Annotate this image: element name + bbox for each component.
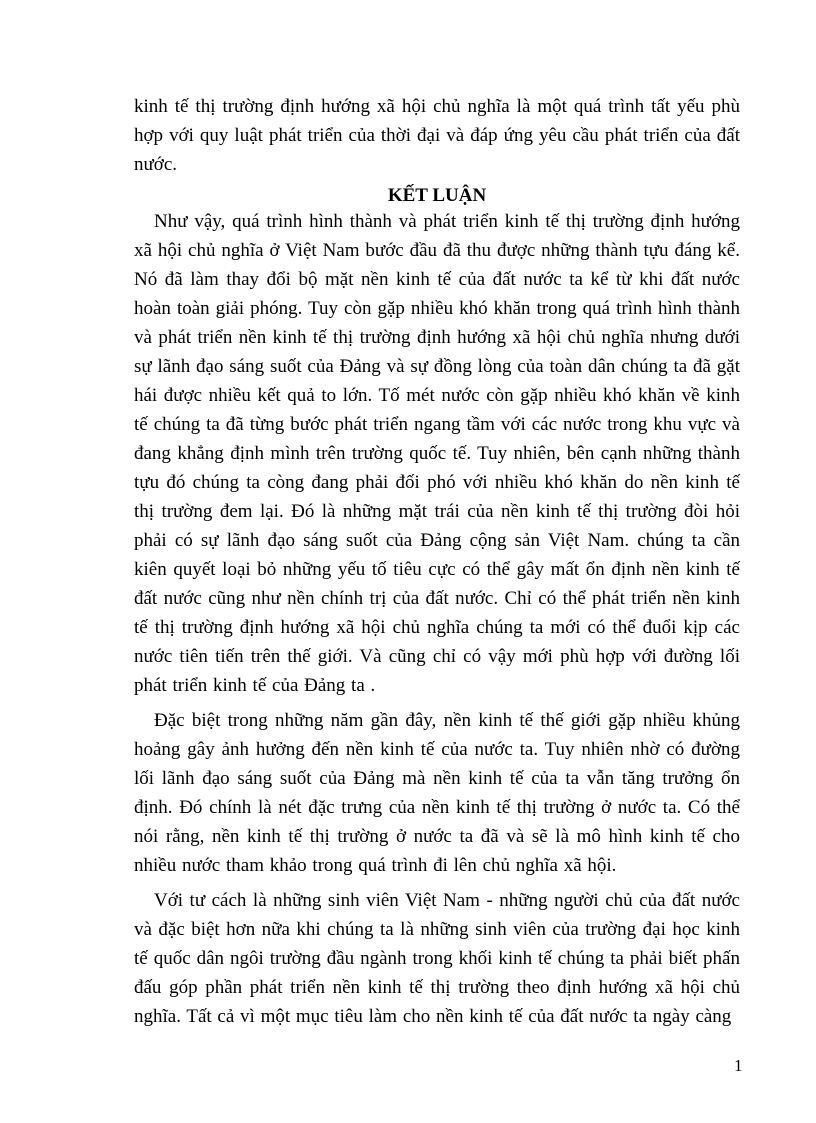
intro-paragraph: kinh tế thị trường định hướng xã hội chủ nghĩa là một quá trình tất yếu phù hợp với quy luật phát triển của thời đại và đáp ứng yêu cầu phát triển của đất nước. [134, 96, 740, 175]
conclusion-paragraph-3: Với tư cách là những sinh viên Việt Nam - những người chủ của đất nước và đặc biệt hơn nữa khi chúng ta là những sinh viên của trường đại học kinh tế quốc dân ngôi trường đầu ngành trong khối kinh tế chúng ta phải biết phấn đấu góp phần phát triển nền kinh tế thị trường theo định hướng xã hội chủ nghĩa. Tất cả vì một mục tiêu làm cho nền kinh tế của đất nước ta ngày càng [134, 890, 740, 1027]
conclusion-paragraph-2: Đặc biệt trong những năm gần đây, nền kinh tế thế giới gặp nhiều khủng hoảng gây ảnh hưởng đến nền kinh tế của nước ta. Tuy nhiên nhờ có đường lối lãnh đạo sáng suốt của Đảng mà nền kinh tế của ta vẫn tăng trưởng ổn định. Đó chính là nét đặc trưng của nền kinh tế thị trường ở nước ta. Có thể nói rằng, nền kinh tế thị trường ở nước ta đã và sẽ là mô hình kinh tế cho nhiều nước tham khảo trong quá trình đi lên chủ nghĩa xã hội. [134, 710, 740, 876]
conclusion-paragraph-1: Như vậy, quá trình hình thành và phát triển kinh tế thị trường định hướng xã hội chủ nghĩa ở Việt Nam bước đầu đã thu được những thành tựu đáng kể. Nó đã làm thay đổi bộ mặt nền kinh tế của đất nước ta kể từ khi đất nước hoàn toàn giải phóng. Tuy còn gặp nhiều khó khăn trong quá trình hình thành và phát triển nền kinh tế thị trường định hướng xã hội chủ nghĩa nhưng dưới sự lãnh đạo sáng suốt của Đảng và sự đồng lòng của toàn dân chúng ta đã gặt hái được nhiều kết quả to lớn. Tố mét nước còn gặp nhiều khó khăn về kinh tế chúng ta đã từng bước phát triển ngang tầm với các nước trong khu vực và đang khẳng định mình trên trường quốc tế. Tuy nhiên, bên cạnh những thành tựu đó chúng ta còng đang phải đối phó với nhiều khó khăn do nền kinh tế thị trường đem lại. Đó là những mặt trái của nền kinh tế thị trường đòi hỏi phải có sự lãnh đạo sáng suốt của Đảng cộng sản Việt Nam. chúng ta cần kiên quyết loại bỏ những yếu tố tiêu cực có thể gây mất ổn định nền kinh tế đất nước cũng như nền chính trị của đất nước. Chỉ có thể phát triển nền kinh tế thị trường định hướng xã hội chủ nghĩa chúng ta mới có thể đuổi kịp các nước tiên tiến trên thế giới. Và cũng chỉ có vậy mới phù hợp với đường lối phát triển kinh tế của Đảng ta . [134, 211, 740, 696]
section-heading: KẾT LUẬN [387, 185, 487, 206]
page-number: 1 [734, 1056, 743, 1075]
document-body [134, 92, 740, 1031]
